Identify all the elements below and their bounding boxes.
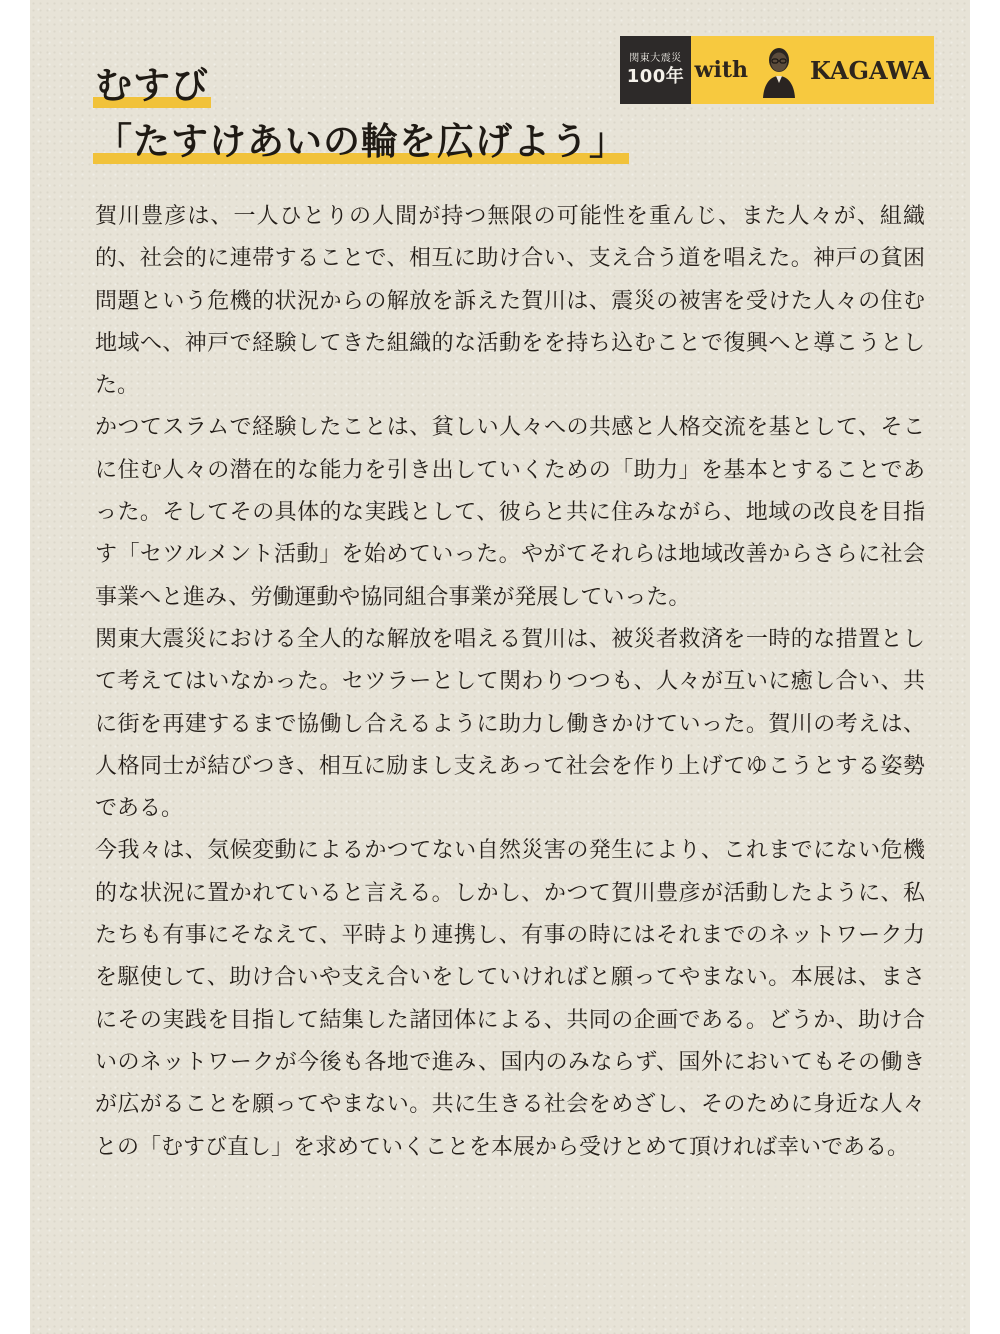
kagawa-portrait-icon <box>758 42 800 98</box>
with-label: with <box>694 57 748 83</box>
anniversary-label: 関東大震災 <box>629 53 682 64</box>
anniversary-year: 100年 <box>626 66 685 87</box>
kagawa-badge <box>620 36 934 104</box>
title-line-1: むすび <box>95 62 209 110</box>
paragraph-2: かつてスラムで経験したことは、貧しい人々への共感と人格交流を基として、そこに住む人々の潜在的な能力を引き出していくための「助力」を基本とすることであった。そしてその具体的な実践として、彼らと共に住みながら、地域の改良を目指す「セツルメント活動」を始めていった。やがてそれらは地域改善からさらに社会事業へと進み、労働運動や協同組合事業が発展していった。 <box>95 415 925 610</box>
paragraph-4: 今我々は、気候変動によるかつてない自然災害の発生により、これまでにない危機的な状況に置かれていると言える。しかし、かつて賀川豊彦が活動したように、私たちも有事にそなえて、平時より連携し、有事の時にはそれまでのネットワーク力を駆使して、助け合いや支え合いをしていければと願ってやまない。本展は、まさにその実践を目指して結集した諸団体による、共同の企画である。どうか、助け合いのネットワークが今後も各地で進み、国内のみならず、国外においてもその働きが広がることを願ってやまない。共に生きる社会をめざし、そのために身近な人々との「むすび直し」を求めていくことを本展から受けとめて頂ければ幸いである。 <box>95 838 925 1160</box>
paragraph-3: 関東大震災における全人的な解放を唱える賀川は、被災者救済を一時的な措置として考えてはいなかった。セツラーとして関わりつつも、人々が互いに癒し合い、共に街を再建するまで協働し合えるように助力し働きかけていった。賀川の考えは、人格同士が結びつき、相互に励まし支えあって社会を作り上げてゆこうとする姿勢である。 <box>95 626 925 822</box>
article-body <box>95 196 925 1169</box>
paragraph-1: 賀川豊彦は、一人ひとりの人間が持つ無限の可能性を重んじ、また人々が、組織的、社会的に連帯することで、相互に助け合い、支え合う道を唱えた。神戸の貧困問題という危機的状況からの解放を訴えた賀川は、震災の被害を受けた人々の住む地域へ、神戸で経験してきた組織的な活動をを持ち込むことで復興へと導こうとした。 <box>95 204 925 399</box>
kagawa-label: KAGAWA <box>809 55 931 85</box>
page-title <box>95 62 627 166</box>
anniversary-box <box>620 36 691 104</box>
with-kagawa-box <box>691 36 934 104</box>
title-line-2: 「たすけあいの輪を広げよう」 <box>95 118 627 166</box>
